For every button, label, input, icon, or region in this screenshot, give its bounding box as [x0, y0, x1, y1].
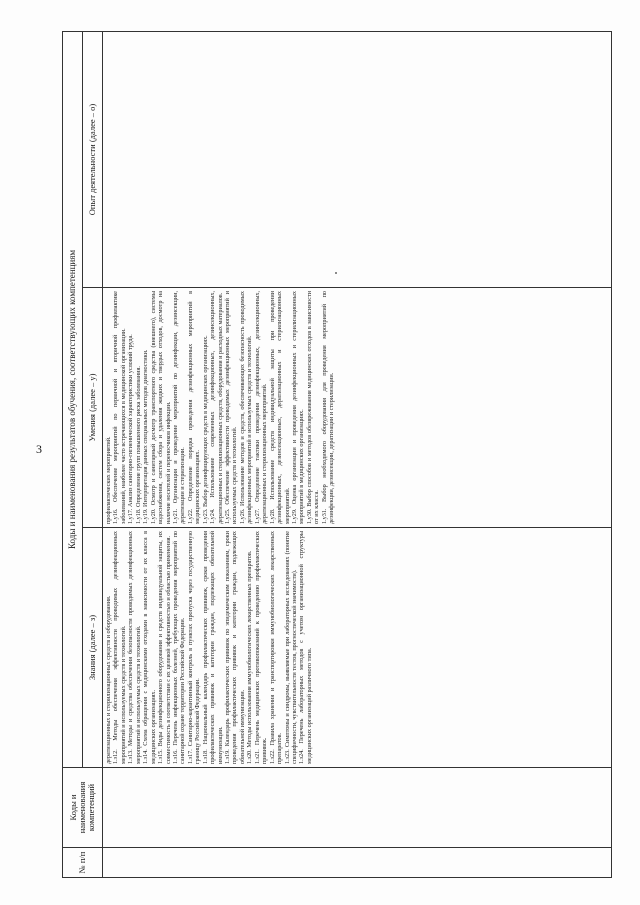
skill-item: 1.у19. Интерпретация данных специальных методов диагностики.: [142, 349, 150, 524]
skill-item: 1.у18. Определение групп повышенного риска заболевания.: [134, 366, 142, 524]
skill-item: 1.у30. Выбор способов и методов обезвреживания медицинских отходов в зависимости от их класса.: [305, 291, 321, 524]
header-experience: Опыт деятельности (далее – о): [83, 32, 103, 287]
knowledge-list: [103, 527, 611, 767]
skill-item: профилактических мероприятий.: [105, 436, 112, 524]
skill-item: 1.у21. Организация и проведение мероприятий по дезинфекции, дезинсекции, дератизации и стерилизации.: [171, 291, 187, 524]
knowledge-item: 1.з18. Национальный календарь профилактических прививок, сроки проведения профилактических прививок и категории граждан, подлежащих обязательной иммунизации.: [201, 531, 224, 764]
skills-list: [103, 287, 611, 527]
skill-item: 1.у27. Определение тактики проведения дезинфекционных, дезинсекционных, дератизационных и стерилизационных мероприятий.: [253, 291, 269, 524]
knowledge-item: 1.з22. Правила хранения и транспортировки иммунобиологических лекарственных препаратов.: [268, 531, 284, 764]
skill-item: 1.у25. Обеспечение эффективности проводимых дезинфекционных мероприятий и используемых средств и технологий.: [224, 291, 239, 524]
header-knowledge: Знания (далее – з): [83, 527, 103, 767]
body-number-cell: [103, 847, 611, 877]
knowledge-item: 1.з13. Методы и средства обеспечения безопасности проводимых дезинфекционных мероприятий и используемых средств и технологий.: [127, 531, 142, 764]
skill-item: 1.у26. Использование методов и средств, обеспечивающих безопасность проводимых дезинфекционных мероприятий и используемых средств и технологий.: [238, 291, 254, 524]
header-number: № п/п: [63, 847, 103, 877]
knowledge-item: дератизационных и стерилизационных средств и оборудования.: [105, 595, 112, 764]
knowledge-item: 1.з20. Методы использования иммунобиологических лекарственных препаратов.: [246, 550, 254, 764]
knowledge-item: 1.з15. Виды дезинфекционного оборудования и средств индивидуальной защиты, их совместимость в соответствии с их целевой эффективностью и областью применения.: [157, 531, 172, 764]
skill-item: 1.у20. Осмотр и санитарный досмотр транспортного средства (внешнего), системы водоснабжения, систем сбора и удаления жидких и твердых отходов, досмотр на наличие носителей и переносчиков инфекции.: [149, 291, 172, 524]
knowledge-item: 1.з21. Перечень медицинских противопоказаний к проведению профилактических прививок.: [253, 531, 269, 764]
header-competency-codes: Коды и наименования компетенций: [63, 767, 103, 847]
body-codes-cell: [103, 767, 611, 847]
header-skills: Умения (далее – у): [83, 287, 103, 527]
knowledge-item: 1.з19. Календарь профилактических прививок по эпидемическим показаниям, сроки проведения профилактических прививок и категории граждан, подлежащих обязательной иммунизации.: [224, 531, 246, 764]
skill-item: 1.у29. Оценка организации и проведения дезинфекционных и стерилизационных мероприятий в медицинских организациях.: [290, 291, 306, 524]
header-learning-outcomes: Коды и наименования результатов обучения, соответствующих компетенциям: [63, 32, 83, 767]
competency-table: [62, 31, 612, 878]
skill-item: 1.у16. Обеспечение мероприятий по первичной и вторичной профилактике заболеваний, наиболее часто встречающихся в медицинской организации.: [112, 291, 127, 524]
skill-item: 1.у23. Выбор дезинфицирующих средств в медицинских организациях.: [201, 335, 209, 524]
skill-item: 1.у22. Определение порядка проведения дезинфекционных мероприятий в медицинских организациях.: [186, 291, 202, 524]
skill-item: 1.у31. Выбор необходимого оборудования для проведения мероприятий по дезинфекции, дезинсекции, дератизации и стерилизации.: [320, 291, 336, 524]
skill-item: 1.у17. Анализ санитарно-гигиенической характеристики условий труда.: [127, 334, 135, 524]
knowledge-item: 1.з16. Перечень инфекционных болезней, требующих проведения мероприятий по санитарной охране территории Российской Федерации.: [171, 531, 187, 764]
page-number: 3: [36, 442, 42, 456]
experience-cell: [103, 32, 611, 287]
skill-item: 1.у24. Использование современных дезинфекционных, дезинсекционных, дератизационных и стерилизационных средств, оборудования и расходных материалов.: [209, 291, 224, 524]
knowledge-item: 1.з14. Схема обращения с медицинскими отходами в зависимости от их класса в медицинских организациях.: [142, 531, 157, 764]
knowledge-item: 1.з17. Санитарно-карантинный контроль в пунктах пропуска через государственную границу Российской Федерации.: [186, 531, 202, 764]
knowledge-item: 1.з24. Перечень лабораторных методов с учетом организационной структуры медицинских организаций различного типа.: [298, 531, 313, 764]
skill-item: 1.у28. Использование средств индивидуальной защиты при проведении дезинфекционных, дезинсекционных, дератизационных и стерилизационных мероприятий.: [268, 291, 291, 524]
knowledge-item: 1.з12. Методы обеспечения эффективности проводимых дезинфекционных мероприятий и используемых средств и технологий.: [112, 531, 127, 764]
knowledge-item: 1.з23. Симптомы и синдромы, выявляемые при лабораторных исследованиях (понятие специфичности, чувствительности тестов, прогностической значимости).: [283, 531, 298, 764]
